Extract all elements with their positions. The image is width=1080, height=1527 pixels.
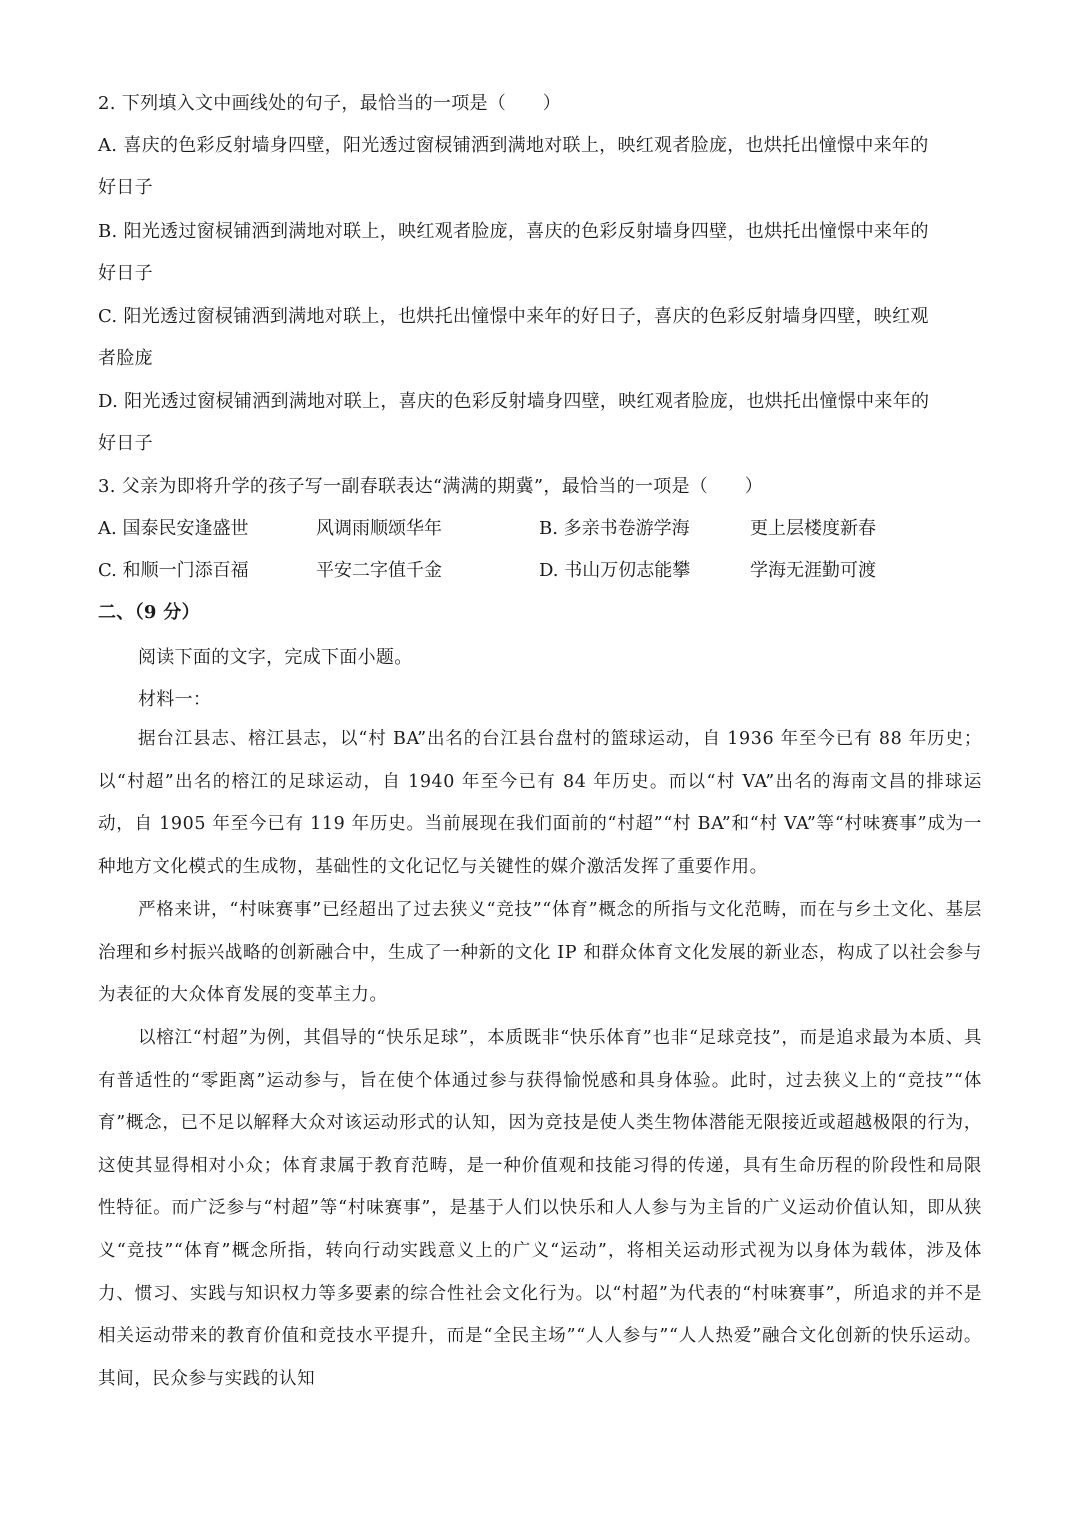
q3-option-b-first: B. 多亲书卷游学海 (539, 518, 690, 539)
q2-option-d-line1: D. 阳光透过窗棂铺洒到满地对联上，喜庆的色彩反射墙身四壁，映红观者脸庞，也烘托出憧憬中来年的 (98, 391, 930, 412)
q3-option-a-first: A. 国泰民安逢盛世 (98, 518, 249, 539)
section-2-title: 二、（9 分） (98, 602, 200, 623)
question-3-stem: 3. 父亲为即将升学的孩子写一副春联表达“满满的期冀”，最恰当的一项是（ ） (98, 476, 763, 497)
q3-option-c-first: C. 和顺一门添百福 (98, 560, 249, 581)
q3-option-d-second: 学海无涯勤可渡 (750, 560, 876, 581)
material-paragraph-3: 以榕江“村超”为例，其倡导的“快乐足球”，本质既非“快乐体育”也非“足球竞技”，而是追求最为本质、具有普适性的“零距离”运动参与，旨在使个体通过参与获得愉悦感和具身体验。此时，过去狭义上的“竞技”“体育”概念，已不足以解释大众对该运动形式的认知，因为竞技是使人类生物体潜能无限接近或超越极限的行为，这使其显得相对小众；体育隶属于教育范畴，是一种价值观和技能习得的传递，具有生命历程的阶段性和局限性特征。而广泛参与“村超”等“村味赛事”，是基于人们以快乐和人人参与为主旨的广义运动价值认知，即从狭义“竞技”“体育”概念所指，转向行动实践意义上的广义“运动”，将相关运动形式视为以身体为载体，涉及体力、惯习、实践与知识权力等多要素的综合性社会文化行为。以“村超”为代表的“村味赛事”，所追求的并不是相关运动带来的教育价值和竞技水平提升，而是“全民主场”“人人参与”“人人热爱”融合文化创新的快乐运动。其间，民众参与实践的认知 (98, 1028, 982, 1389)
q3-option-d-first: D. 书山万仞志能攀 (539, 560, 691, 581)
material-one-label: 材料一： (138, 689, 212, 710)
material-paragraph-2: 严格来讲，“村味赛事”已经超出了过去狭义“竞技”“体育”概念的所指与文化范畴，而在与乡土文化、基层治理和乡村振兴战略的创新融合中，生成了一种新的文化 IP 和群众体育文化发展的新业态，构成了以社会参与为表征的大众体育发展的变革主力。 (98, 900, 982, 1006)
q2-option-b-line1: B. 阳光透过窗棂铺洒到满地对联上，映红观者脸庞，喜庆的色彩反射墙身四壁，也烘托出憧憬中来年的 (98, 221, 929, 242)
q2-option-d-line2: 好日子 (98, 433, 153, 454)
q2-option-a-line2: 好日子 (98, 177, 153, 198)
reading-instruction: 阅读下面的文字，完成下面小题。 (138, 647, 413, 668)
q3-option-a-second: 风调雨顺颂华年 (316, 518, 442, 539)
q2-option-b-line2: 好日子 (98, 263, 153, 284)
q2-option-c-line2: 者脸庞 (98, 348, 153, 369)
q3-option-b-second: 更上层楼度新春 (750, 518, 876, 539)
q3-option-c-second: 平安二字值千金 (316, 560, 442, 581)
material-paragraph-1: 据台江县志、榕江县志，以“村 BA”出名的台江县台盘村的篮球运动，自 1936 年至今已有 88 年历史；以“村超”出名的榕江的足球运动，自 1940 年至今已有 84 年历史。而以“村 VA”出名的海南文昌的排球运动，自 1905 年至今已有 119 年历史。当前展现在我们面前的“村超”“村 BA”和“村 VA”等“村味赛事”成为一种地方文化模式的生成物，基础性的文化记忆与关键性的媒介激活发挥了重要作用。 (98, 729, 982, 877)
question-2-stem: 2. 下列填入文中画线处的句子，最恰当的一项是（ ） (98, 93, 561, 114)
q2-option-a-line1: A. 喜庆的色彩反射墙身四壁，阳光透过窗棂铺洒到满地对联上，映红观者脸庞，也烘托出憧憬中来年的 (98, 135, 929, 156)
q2-option-c-line1: C. 阳光透过窗棂铺洒到满地对联上，也烘托出憧憬中来年的好日子，喜庆的色彩反射墙身四壁，映红观 (98, 306, 929, 327)
